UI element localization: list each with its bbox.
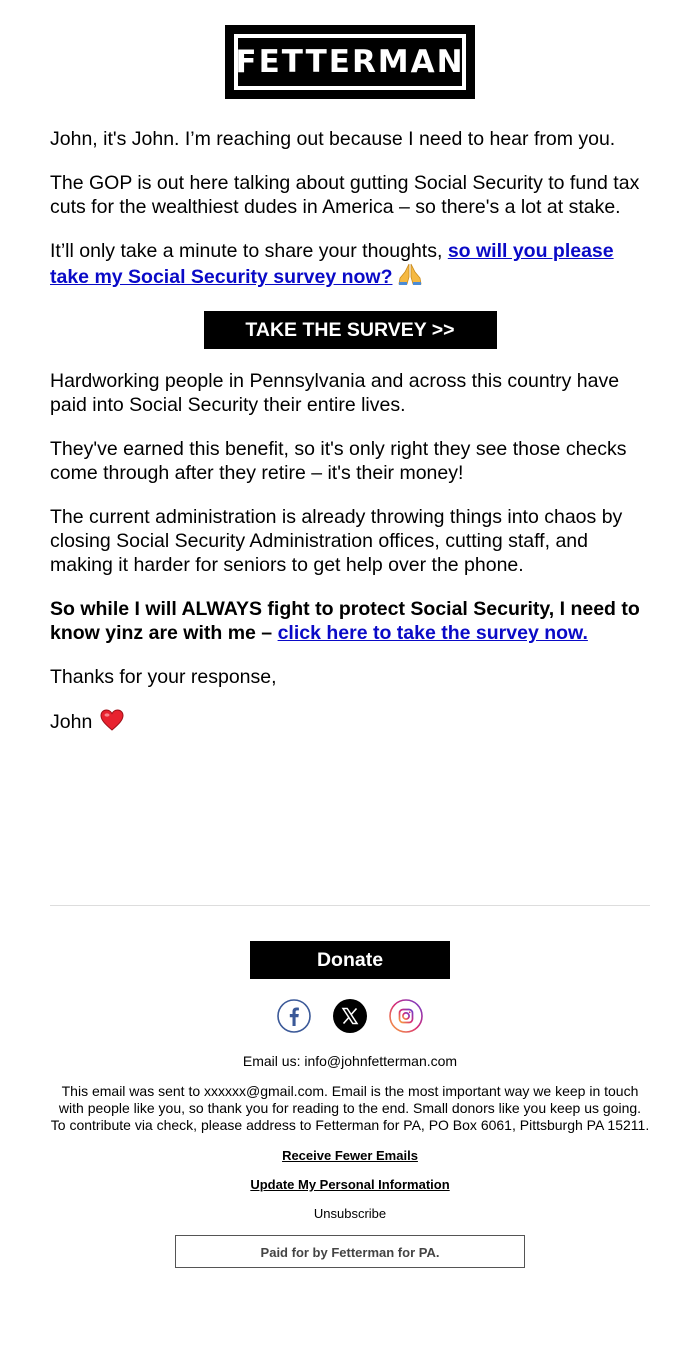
footer	[50, 906, 650, 1268]
signature: John	[50, 711, 93, 733]
survey-link[interactable]: so will you please take my Social Security survey now?	[50, 240, 614, 288]
facebook-icon[interactable]	[277, 999, 311, 1033]
fight-text: So while I will ALWAYS fight to protect Social Security, I need to know yinz are with me –	[50, 598, 640, 644]
unsubscribe-link[interactable]: Unsubscribe	[313, 1206, 387, 1221]
x-icon[interactable]	[333, 999, 367, 1033]
red-heart-icon	[100, 709, 124, 737]
paragraph-earned: They've earned this benefit, so it's only right they see those checks come through after they retire – it's their money!	[50, 438, 627, 484]
cta-row	[50, 311, 650, 349]
logo-row	[50, 0, 650, 104]
paragraph-gop: The GOP is out here talking about gutting Social Security to fund tax cuts for the wealthiest dudes in America – so there's a lot at stake.	[50, 172, 640, 218]
fine-print: This email was sent to xxxxxx@gmail.com. Email is the most important way we keep in touch with people like you, so thank you for reading to the end. Small donors like you keep us going. To contribute via check, please address to Fetterman for PA, PO Box 6061, Pittsburgh PA 15211.	[50, 1083, 650, 1133]
email-container	[50, 0, 650, 1268]
paid-for-disclaimer: Paid for by Fetterman for PA.	[175, 1235, 525, 1268]
email-us-text: Email us: info@johnfetterman.com	[242, 1053, 458, 1069]
paragraph-thanks: Thanks for your response,	[50, 666, 277, 688]
take-survey-link[interactable]: click here to take the survey now.	[277, 622, 588, 644]
logo-frame	[234, 34, 466, 90]
receive-fewer-emails-link[interactable]: Receive Fewer Emails	[282, 1148, 418, 1163]
email-body	[50, 127, 650, 737]
fetterman-logo	[225, 25, 475, 99]
paragraph-fight	[50, 597, 650, 645]
instagram-icon[interactable]	[389, 999, 423, 1033]
survey-ask-text: It’ll only take a minute to share your thoughts,	[50, 240, 448, 262]
paragraph-survey-ask	[50, 239, 650, 291]
paragraph-hardworking: Hardworking people in Pennsylvania and across this country have paid into Social Security their entire lives.	[50, 370, 620, 416]
spacer	[50, 757, 650, 905]
praying-hands-icon	[398, 263, 422, 291]
paragraph-administration: The current administration is already throwing things into chaos by closing Social Security Administration offices, cutting staff, and making it harder for seniors to get help over the phone.	[50, 506, 623, 576]
take-survey-button[interactable]: TAKE THE SURVEY >>	[204, 311, 497, 349]
paragraph-intro: John, it's John. I’m reaching out because I need to hear from you.	[50, 128, 616, 150]
update-personal-info-link[interactable]: Update My Personal Information	[250, 1177, 450, 1192]
donate-button[interactable]: Donate	[250, 941, 450, 979]
logo-text: FETTERMAN	[235, 44, 465, 80]
social-links	[50, 999, 650, 1033]
signature-line	[50, 709, 650, 737]
